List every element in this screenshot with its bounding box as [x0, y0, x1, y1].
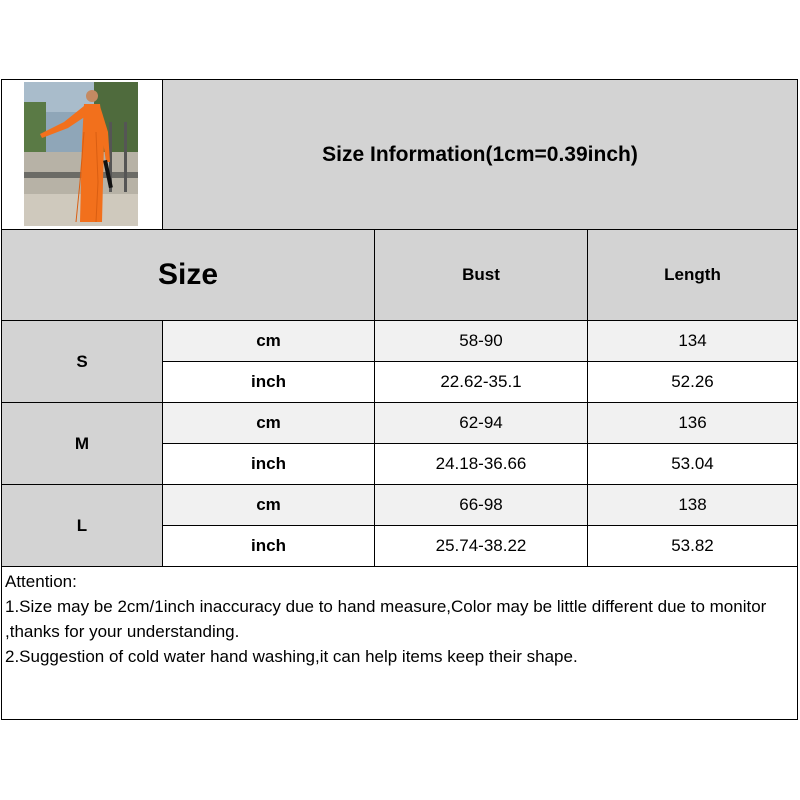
- length-text: 53.04: [671, 454, 714, 473]
- length-value: [588, 444, 798, 485]
- unit-text: cm: [256, 331, 281, 350]
- product-photo-cell: [2, 80, 163, 230]
- size-text: L: [76, 515, 88, 535]
- size-info-title: [163, 80, 798, 230]
- length-text: 138: [678, 495, 707, 514]
- bust-column-header: [375, 230, 588, 321]
- unit-cm: [163, 403, 375, 444]
- length-value: [588, 485, 798, 526]
- unit-cm: [163, 321, 375, 362]
- bust-value: [375, 444, 588, 485]
- unit-text: cm: [256, 495, 281, 514]
- unit-cm: [163, 485, 375, 526]
- length-value: [588, 321, 798, 362]
- size-column-header: [2, 230, 375, 321]
- size-text: S: [76, 351, 88, 371]
- unit-text: inch: [251, 454, 286, 473]
- length-text: 134: [678, 331, 707, 350]
- length-text: 52.26: [671, 372, 714, 391]
- bust-text: 58-90: [459, 331, 503, 350]
- unit-text: cm: [256, 413, 281, 432]
- bust-value: [375, 362, 588, 403]
- length-value: [588, 362, 798, 403]
- size-chart: [1, 79, 798, 720]
- title-text: Size Information(1cm=0.39inch): [322, 142, 638, 166]
- unit-text: inch: [251, 536, 286, 555]
- notes-heading: Attention:: [5, 572, 77, 591]
- product-photo: [24, 82, 138, 226]
- length-value: [588, 403, 798, 444]
- unit-text: inch: [251, 372, 286, 391]
- attention-notes: [2, 567, 797, 719]
- bust-text: 25.74-38.22: [435, 536, 527, 555]
- length-text: 53.82: [671, 536, 714, 555]
- bust-header-text: Bust: [462, 265, 500, 284]
- model-orange-dress-image: [24, 82, 138, 226]
- unit-inch: [163, 526, 375, 567]
- size-label-l: [2, 485, 163, 567]
- length-text: 136: [678, 413, 707, 432]
- bust-value: [375, 321, 588, 362]
- bust-text: 22.62-35.1: [440, 372, 522, 391]
- bust-value: [375, 485, 588, 526]
- size-label-s: [2, 321, 163, 403]
- bust-value: [375, 526, 588, 567]
- bust-value: [375, 403, 588, 444]
- bust-text: 62-94: [459, 413, 503, 432]
- note-size-accuracy: 1.Size may be 2cm/1inch inaccuracy due to hand measure,Color may be little different due to monitor ,thanks for your understanding.: [5, 597, 767, 641]
- length-value: [588, 526, 798, 567]
- size-label-m: [2, 403, 163, 485]
- unit-inch: [163, 362, 375, 403]
- note-washing: 2.Suggestion of cold water hand washing,it can help items keep their shape.: [5, 647, 578, 666]
- bust-text: 66-98: [459, 495, 503, 514]
- bust-text: 24.18-36.66: [435, 454, 527, 473]
- size-text: M: [74, 433, 90, 453]
- size-header-text: Size: [157, 258, 219, 291]
- unit-inch: [163, 444, 375, 485]
- length-column-header: [588, 230, 798, 321]
- length-header-text: Length: [664, 265, 721, 284]
